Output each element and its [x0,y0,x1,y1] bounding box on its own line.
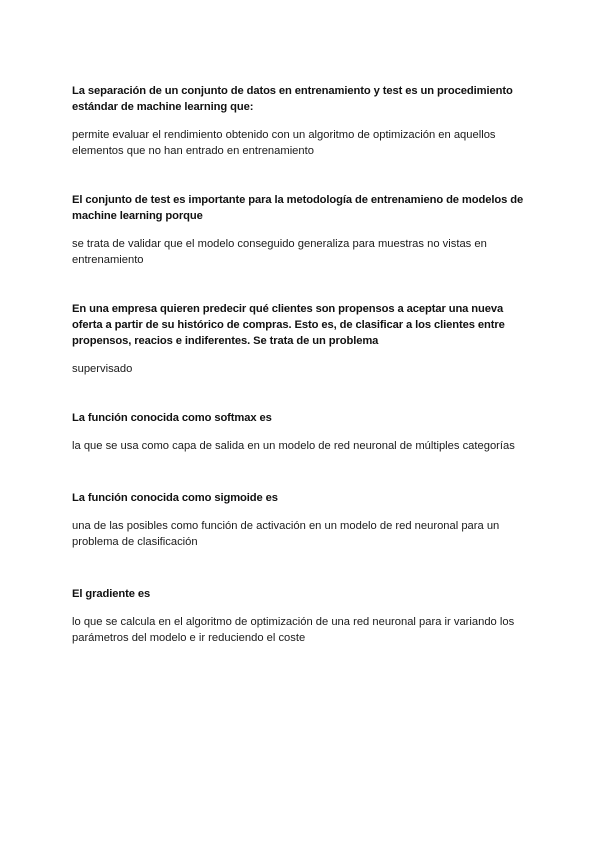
answer-text: permite evaluar el rendimiento obtenido con un algoritmo de optimización en aquellos elementos que no han entrado en entrenamiento [72,129,496,157]
answer-text: se trata de validar que el modelo conseguido generaliza para muestras no vistas en entrenamiento [72,238,487,266]
question-text: La función conocida como softmax es [72,412,272,424]
qa-block [72,490,532,550]
qa-block [72,192,532,268]
question-text: La función conocida como sigmoide es [72,492,278,504]
answer-text: una de las posibles como función de activación en un modelo de red neuronal para un problema de clasificación [72,520,500,548]
answer-text: supervisado [72,363,133,375]
question-text: El gradiente es [72,588,151,600]
qa-block [72,586,532,646]
qa-block [72,410,532,454]
answer-text: lo que se calcula en el algoritmo de optimización de una red neuronal para ir variando los parámetros del modelo e ir reduciendo el coste [72,616,515,644]
question-text: En una empresa quieren predecir qué clientes son propensos a aceptar una nueva oferta a partir de su histórico de compras. Esto es, de clasificar a los clientes entre propensos, reacios e indiferentes. Se trata de un problema [72,303,505,347]
answer-text: la que se usa como capa de salida en un modelo de red neuronal de múltiples categorías [72,440,515,452]
qa-block [72,301,532,377]
question-text: La separación de un conjunto de datos en entrenamiento y test es un procedimiento estándar de machine learning que: [72,85,513,113]
qa-block [72,83,532,159]
question-text: El conjunto de test es importante para la metodología de entrenamieno de modelos de machine learning porque [72,194,524,222]
